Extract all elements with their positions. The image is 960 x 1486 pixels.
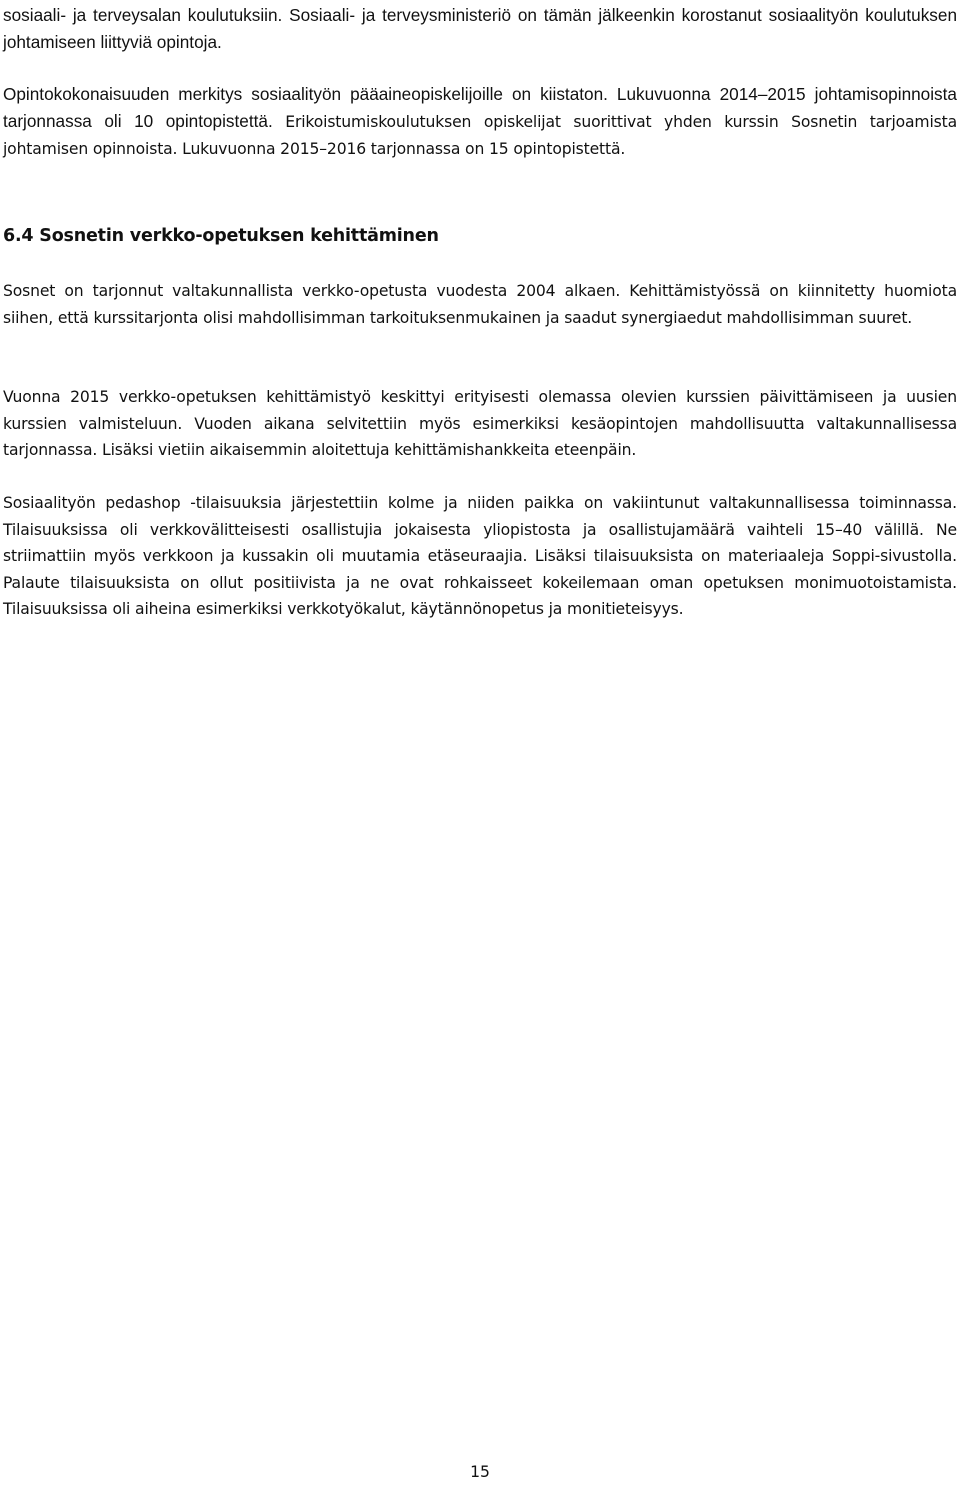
paragraph-kehittamistyo-2015: Vuonna 2015 verkko-opetuksen kehittämistyö keskittyi erityisesti olemassa olevien kurssien päivittämiseen ja uusien kurssien valmisteluun. Vuoden aikana selvitettiin myös esimerkiksi kesäopintojen mahdollisuutta valtakunnallisessa tarjonnassa. Lisäksi vietiin aikaisemmin aloitettuja kehittämishankkeita eteenpäin. xyxy=(3,388,957,460)
paragraph-sosnet-verkko: Sosnet on tarjonnut valtakunnallista verkko-opetusta vuodesta 2004 alkaen. Kehittämistyössä on kiinnitetty huomiota siihen, että kurssitarjonta olisi mahdollisimman tarkoituksenmukainen ja saadut synergiaedut mahdollisimman suuret. xyxy=(3,282,957,327)
paragraph-johtamisopinnot-part2: Erikoistumiskoulutuksen opiskelijat suorittivat yhden kurssin Sosnetin tarjoamista johtamisen opinnoista. Lukuvuonna 2015–2016 tarjonnassa on 15 opintopistettä. xyxy=(3,112,957,159)
section-heading: 6.4 Sosnetin verkko-opetuksen kehittäminen xyxy=(3,226,439,246)
page-number: 15 xyxy=(470,1463,490,1481)
paragraph-pedashop: Sosiaalityön pedashop -tilaisuuksia järjestettiin kolme ja niiden paikka on vakiintunut valtakunnallisessa toiminnassa. Tilaisuuksissa oli verkkovälitteisesti osallistujia jokaisesta yliopistosta ja osallistujamäärä vaihteli 15–40 välillä. Ne striimattiin myös verkkoon ja kussakin oli muutamia etäseuraajia. Lisäksi tilaisuuksista on materiaaleja Soppi-sivustolla. Palaute tilaisuuksista on ollut positiivista ja ne ovat rohkaisseet kokeilemaan oman opetuksen monimuotoistamista. Tilaisuuksissa oli aiheina esimerkiksi verkkotyökalut, käytännönopetus ja monitieteisyys. xyxy=(3,494,957,619)
paragraph-johtamisopinnot xyxy=(3,81,957,163)
paragraph-johtamisopinnot-part1: Opintokokonaisuuden merkitys sosiaalityön pääaineopiskelijoille on kiistaton. Lukuvuonna 2014–2015 johtamisopinnoista tarjonnassa oli 10 opintopistettä. xyxy=(3,84,957,131)
document-page xyxy=(3,0,957,1486)
paragraph-intro: sosiaali- ja terveysalan koulutuksiin. Sosiaali- ja terveysministeriö on tämän jälkeenkin korostanut sosiaalityön koulutuksen johtamiseen liittyviä opintoja. xyxy=(3,5,957,52)
